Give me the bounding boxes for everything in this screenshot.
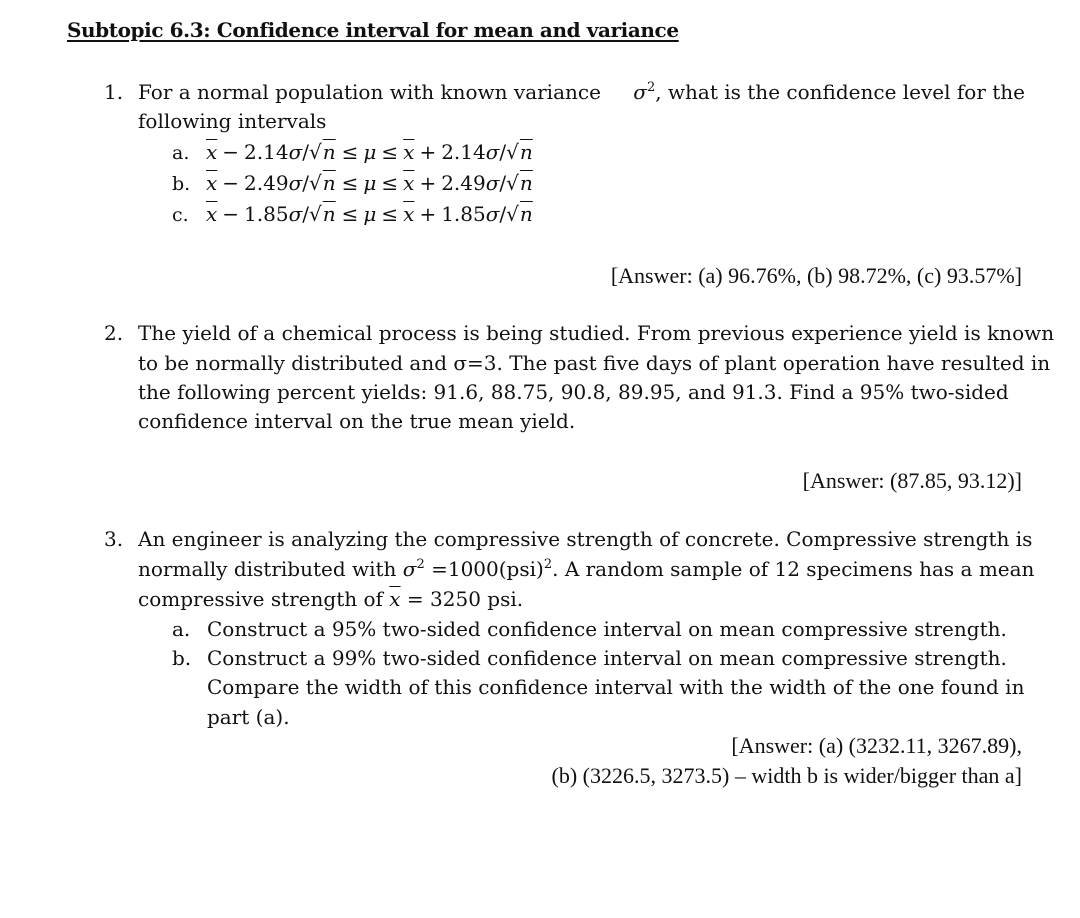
q1-answer: [Answer: (a) 96.76%, (b) 98.72%, (c) 93.57%]	[610, 263, 1022, 288]
q1-part-c-coef-upper: 1.85	[441, 202, 486, 226]
q1-part-a-label: a.	[172, 142, 190, 164]
q2-line-3: the following percent yields: 91.6, 88.75, 90.8, 89.95, and 91.3. Find a 95% two-sided	[138, 380, 1009, 404]
q3-part-a-text: Construct a 95% two-sided confidence interval on mean compressive strength.	[207, 617, 1007, 641]
q3-line3-text-b: = 3250 psi.	[406, 587, 524, 611]
page-title: Subtopic 6.3: Confidence interval for mean and variance	[67, 18, 679, 42]
sigma-symbol: σ	[633, 80, 647, 104]
q1-part-b-coef-upper: 2.49	[441, 171, 486, 195]
q1-part-a-interval: $\overline{x} - 2.14\sigma/√n \le \mu \le \overline{x} + 2.14\sigma/√n$	[206, 140, 533, 164]
q2-line-2: to be normally distributed and σ=3. The past five days of plant operation have resulted in	[138, 351, 1051, 375]
q1-line1-text-a: For a normal population with known variance	[138, 80, 601, 104]
q3-part-a-label: a.	[172, 617, 191, 641]
q3-part-b-text-2: Compare the width of this confidence interval with the width of the one found in	[207, 675, 1025, 699]
q3-line-1: An engineer is analyzing the compressive strength of concrete. Compressive strength is	[138, 527, 1033, 551]
q1-number: 1.	[104, 80, 124, 104]
q3-line2-text-a: normally distributed with	[138, 557, 397, 581]
q3-number: 3.	[104, 527, 124, 551]
q1-line1	[138, 80, 1025, 104]
q1-part-c-coef-lower: 1.85	[244, 202, 289, 226]
q3-line2-unit-exponent: 2	[543, 557, 553, 572]
q3-answer-line-2: (b) (3226.5, 3273.5) – width b is wider/bigger than a]	[551, 763, 1022, 788]
q1-part-c-interval: $\overline{x} - 1.85\sigma/√n \le \mu \le \overline{x} + 1.85\sigma/√n$	[206, 202, 533, 226]
q3-part-b-label: b.	[172, 646, 192, 670]
q3-part-b-text-3: part (a).	[207, 705, 290, 729]
q1-line1-math	[633, 80, 1025, 104]
q3-part-b-text-1: Construct a 99% two-sided confidence interval on mean compressive strength.	[207, 646, 1007, 670]
sigma-symbol: σ	[402, 557, 417, 581]
q3-answer-line-1: [Answer: (a) (3232.11, 3267.89),	[731, 733, 1022, 758]
q3-line2-exponent: 2	[416, 557, 425, 572]
q3-line2-text-b: =1000(psi)	[431, 557, 544, 581]
q3-line-3	[138, 587, 523, 611]
q3-line-2	[138, 557, 1034, 581]
q1-line1-text-b: , what is the confidence level for the	[655, 80, 1025, 104]
q3-line3-text-a: compressive strength of	[138, 587, 383, 611]
q1-part-b-coef-lower: 2.49	[244, 171, 289, 195]
q1-part-a-coef-lower: 2.14	[244, 140, 289, 164]
q2-line-1: The yield of a chemical process is being studied. From previous experience yield is known	[138, 321, 1055, 345]
xbar-symbol: $\overline{x}$	[389, 587, 401, 611]
q2-line-4: confidence interval on the true mean yield.	[138, 409, 576, 433]
q2-answer: [Answer: (87.85, 93.12)]	[802, 468, 1022, 493]
q3-line2-text-c: . A random sample of 12 specimens has a mean	[552, 557, 1035, 581]
q1-part-a-coef-upper: 2.14	[441, 140, 486, 164]
q1-part-c-label: c.	[172, 204, 189, 226]
q1-line1-exponent: 2	[646, 80, 656, 95]
q1-line2: following intervals	[138, 109, 327, 133]
q1-part-b-label: b.	[172, 173, 191, 195]
q2-number: 2.	[104, 321, 124, 345]
q1-part-b-interval: $\overline{x} - 2.49\sigma/√n \le \mu \le \overline{x} + 2.49\sigma/√n$	[206, 171, 533, 195]
